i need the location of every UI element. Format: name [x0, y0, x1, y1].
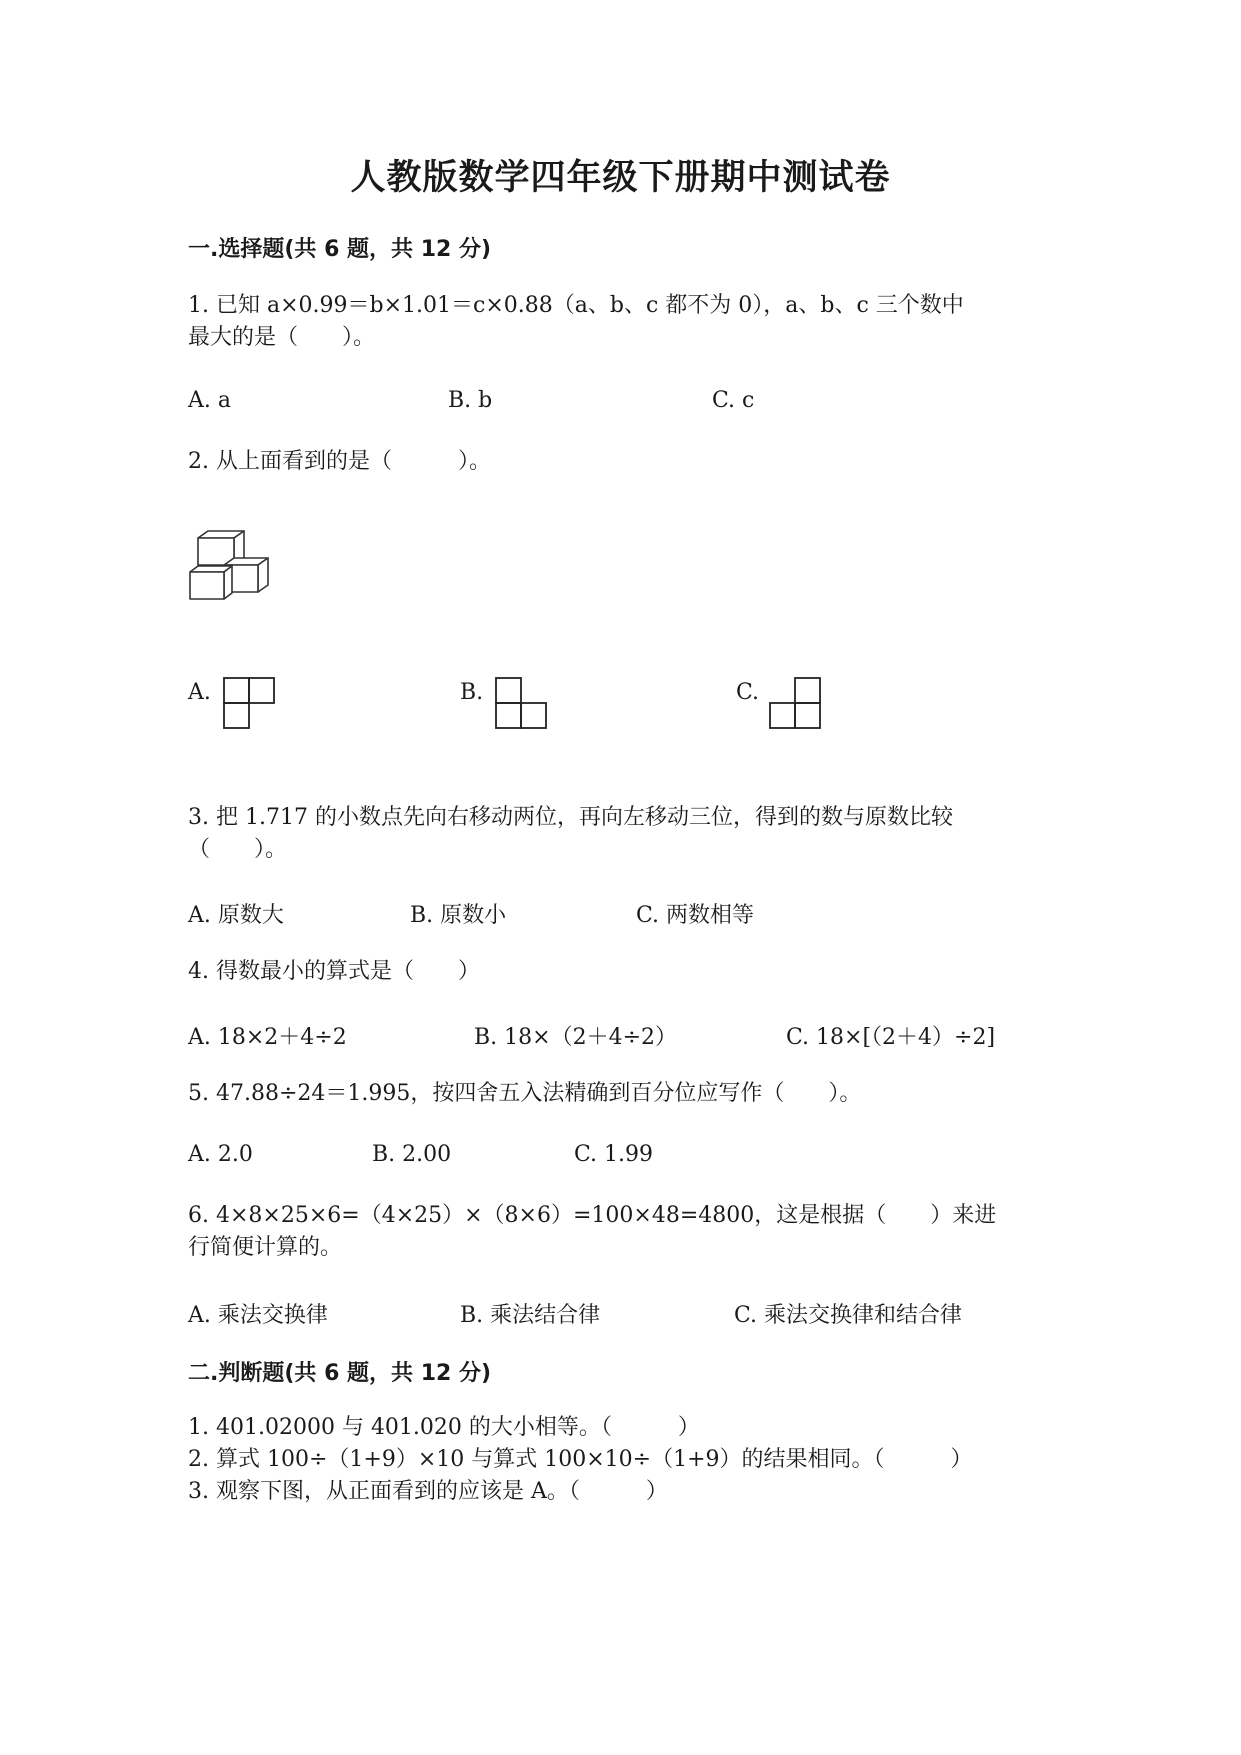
judgment-3: 3. 观察下图，从正面看到的应该是 A。（ ）	[188, 1479, 668, 1504]
question-5-option-b[interactable]: B. 2.00	[372, 1142, 452, 1167]
option-a-view-icon	[222, 676, 276, 730]
question-3-option-c[interactable]: C. 两数相等	[636, 903, 755, 928]
question-5-option-a[interactable]: A. 2.0	[188, 1142, 253, 1167]
question-5-line-1: 5. 47.88÷24＝1.995，按四舍五入法精确到百分位应写作（ ）。	[188, 1081, 862, 1106]
question-6-option-a[interactable]: A. 乘法交换律	[188, 1303, 328, 1328]
question-6-line-2: 行简便计算的。	[188, 1235, 343, 1260]
option-c-view-icon	[768, 676, 822, 730]
question-1-option-b[interactable]: B. b	[448, 388, 493, 413]
section-heading-judgment: 二.判断题(共 6 题，共 12 分)	[188, 1361, 492, 1386]
question-1-option-c[interactable]: C. c	[712, 388, 755, 413]
judgment-1: 1. 401.02000 与 401.020 的大小相等。（ ）	[188, 1415, 700, 1440]
section-heading-choice: 一.选择题(共 6 题，共 12 分)	[188, 237, 492, 262]
question-1-line-1: 1. 已知 a×0.99＝b×1.01＝c×0.88（a、b、c 都不为 0），a、b、c 三个数中	[188, 293, 964, 318]
question-4-option-c[interactable]: C. 18×[（2＋4）÷2]	[786, 1025, 996, 1050]
question-3-option-b[interactable]: B. 原数小	[410, 903, 507, 928]
question-1-option-a[interactable]: A. a	[188, 388, 231, 413]
page-title: 人教版数学四年级下册期中测试卷	[350, 157, 891, 198]
question-3-line-2: （ ）。	[188, 837, 288, 862]
option-b-view-icon	[494, 676, 548, 730]
question-4-option-a[interactable]: A. 18×2＋4÷2	[188, 1025, 347, 1050]
question-3-option-a[interactable]: A. 原数大	[188, 903, 284, 928]
question-6-line-1: 6. 4×8×25×6=（4×25）×（8×6）=100×48=4800，这是根据（ ）来进	[188, 1203, 997, 1228]
question-6-option-c[interactable]: C. 乘法交换律和结合律	[734, 1303, 963, 1328]
question-4-line-1: 4. 得数最小的算式是（ ）	[188, 959, 480, 984]
question-2-line-1: 2. 从上面看到的是（ ）。	[188, 449, 491, 474]
cube-stack-figure	[188, 530, 280, 602]
question-1-line-2: 最大的是（ ）。	[188, 325, 376, 350]
question-2-option-c[interactable]: C.	[736, 680, 760, 705]
question-2-option-b[interactable]: B.	[460, 680, 484, 705]
question-4-option-b[interactable]: B. 18×（2＋4÷2）	[474, 1025, 678, 1050]
question-6-option-b[interactable]: B. 乘法结合律	[460, 1303, 601, 1328]
question-2-option-a[interactable]: A.	[188, 680, 211, 705]
question-5-option-c[interactable]: C. 1.99	[574, 1142, 654, 1167]
question-3-line-1: 3. 把 1.717 的小数点先向右移动两位，再向左移动三位，得到的数与原数比较	[188, 805, 953, 830]
judgment-2: 2. 算式 100÷（1+9）×10 与算式 100×10÷（1+9）的结果相同。（ ）	[188, 1447, 973, 1472]
